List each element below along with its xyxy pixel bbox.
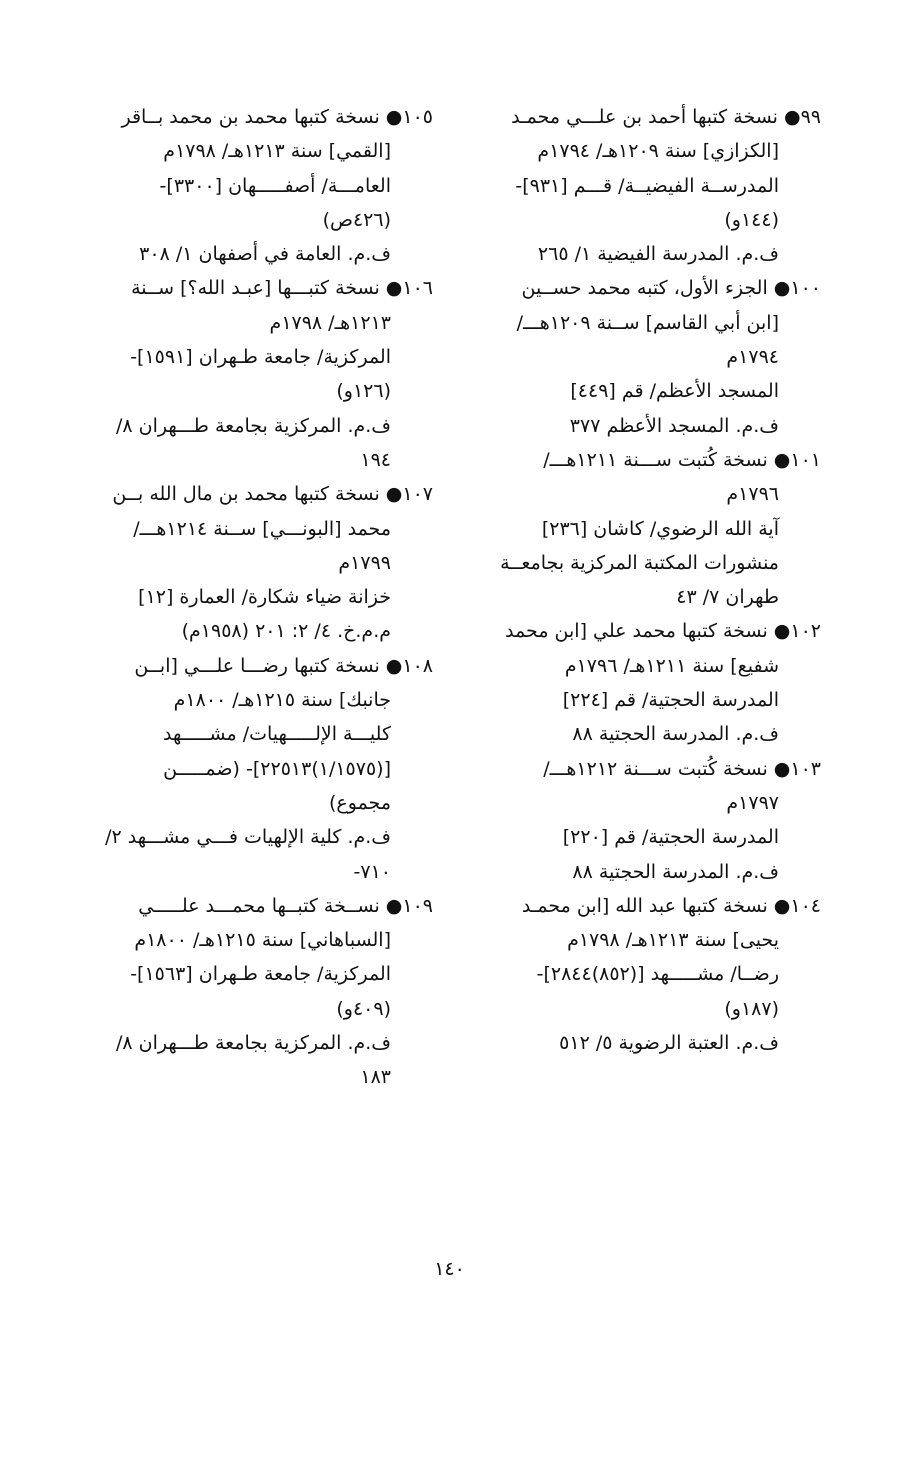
entry-heading-line: ١٠٨● نسخة كتبها رضـــا علـــي [ابــن xyxy=(134,654,433,677)
entry-detail-line: كليـــة الإلـــــهيات/ مشـــــهد xyxy=(162,723,391,746)
entry-detail-line: (٤٠٩و) xyxy=(336,997,391,1020)
entry-detail-line: آية الله الرضوي/ كاشان [٢٣٦] xyxy=(541,517,779,540)
entry-detail-line: (١٨٧و) xyxy=(724,997,779,1020)
entry-detail-line: ف.م. كلية الإلهيات فـــي مشـــهد ٢/ xyxy=(105,826,391,849)
entry-detail-line: ١٩٤ xyxy=(360,448,391,471)
entry-detail-line: ف.م. المدرسة الحجتية ٨٨ xyxy=(572,723,779,746)
entry-heading-line: ٩٩● نسخة كتبها أحمد بن علـــي محمـد xyxy=(511,106,821,128)
entry-detail-line: [السباهاني] سنة ١٢١٥هـ/ ١٨٠٠م xyxy=(134,929,391,952)
entry-detail-line: جانبك] سنة ١٢١٥هـ/ ١٨٠٠م xyxy=(173,689,391,712)
entry-detail-line: ف.م. المركزية بجامعة طـــهران ٨/ xyxy=(115,414,391,437)
entry-detail-line: (١٢٦و) xyxy=(336,380,391,403)
entry-detail-line: م.م.خ. ٤/ ٢: ٢٠١ (١٩٥٨م) xyxy=(181,620,391,643)
entry-heading-line: ١٠٥● نسخة كتبها محمد بن محمد بــاقر xyxy=(121,106,433,128)
entry-detail-line: المركزية/ جامعة طـهران [١٥٦٣]- xyxy=(130,963,391,986)
entry-detail-line: ف.م. المركزية بجامعة طـــهران ٨/ xyxy=(115,1032,391,1055)
entry-heading-line: ١٠٧● نسخة كتبها محمد بن مال الله بــن xyxy=(112,483,433,506)
entry-detail-line: [الكزازي] سنة ١٢٠٩هـ/ ١٧٩٤م xyxy=(537,140,779,163)
entry-detail-line: منشورات المكتبة المركزية بجامعــة xyxy=(500,551,779,574)
entry-detail-line: ف.م. العامة في أصفهان ١/ ٣٠٨ xyxy=(139,243,391,266)
entry-heading-line: ١٠٢● نسخة كتبها محمد علي [ابن محمد xyxy=(505,620,821,643)
entry-heading-line: ١٠١● نسخة كُتبت ســـنة ١٢١١هـــ/ xyxy=(543,448,821,471)
right-column xyxy=(489,100,821,1060)
entry-detail-line: شفيع] سنة ١٢١١هـ/ ١٧٩٦م xyxy=(564,654,779,677)
entry-detail-line: ١٧٩٩م xyxy=(338,551,391,574)
entry-detail-line: المسجد الأعظم/ قم [٤٤٩] xyxy=(570,380,779,403)
entry-detail-line: ١٨٣ xyxy=(360,1066,391,1089)
entry-heading-line: ١٠٣● نسخة كُتبت ســـنة ١٢١٢هـــ/ xyxy=(543,757,821,780)
entry-detail-line: ١٢١٣هـ/ ١٧٩٨م xyxy=(269,311,391,334)
entry-detail-line: المدرســة الفيضيــة/ قـــم [٩٣١]- xyxy=(515,174,779,197)
entry-detail-line: يحيى] سنة ١٢١٣هـ/ ١٧٩٨م xyxy=(567,929,779,952)
entry-heading-line: ١٠٩● نســخة كتبــها محمـــد علـــــي xyxy=(138,894,433,917)
entry-detail-line: [القمي] سنة ١٢١٣هـ/ ١٧٩٨م xyxy=(163,140,391,163)
entry-detail-line: المركزية/ جامعة طـهران [١٥٩١]- xyxy=(130,346,391,369)
entry-detail-line: المدرسة الحجتية/ قم [٢٢٤] xyxy=(562,689,779,712)
entry-detail-line: خزانة ضياء شكارة/ العمارة [١٢] xyxy=(138,586,391,609)
entry-detail-line: العامـــة/ أصفـــــهان [٣٣٠٠]- xyxy=(159,174,391,197)
entry-detail-line: ف.م. المدرسة الفيضية ١/ ٢٦٥ xyxy=(537,243,779,266)
entry-detail-line: المدرسة الحجتية/ قم [٢٢٠] xyxy=(562,826,779,849)
entry-detail-line: [(١/١٥٧٥)٢٢٥١٣]- (ضمـــــن xyxy=(163,757,391,780)
entry-detail-line: ٧١٠- xyxy=(353,860,391,883)
entry-detail-line: ١٧٩٧م xyxy=(726,791,779,814)
page-number: ١٤٠ xyxy=(434,1258,465,1280)
entry-detail-line: طهران ٧/ ٤٣ xyxy=(676,586,779,609)
entry-detail-line: (٤٢٦ص) xyxy=(322,208,391,231)
entry-detail-line: ف.م. العتبة الرضوية ٥/ ٥١٢ xyxy=(559,1032,779,1055)
entry-detail-line: ١٧٩٤م xyxy=(726,346,779,369)
entry-heading-line: ١٠٤● نسخة كتبها عبد الله [ابن محمـد xyxy=(521,894,821,917)
entry-detail-line: رضــا/ مشـــــهد [(٨٥٢)٢٨٤٤]- xyxy=(536,963,779,986)
entry-heading-line: ١٠٠● الجزء الأول، كتبه محمد حســين xyxy=(521,277,821,300)
entry-detail-line: محمد [البونـــي] ســنة ١٢١٤هـــ/ xyxy=(133,517,391,540)
entry-detail-line: (١٤٤و) xyxy=(724,208,779,231)
entry-detail-line: مجموع) xyxy=(329,791,391,814)
entry-detail-line: ف.م. المسجد الأعظم ٣٧٧ xyxy=(569,414,779,437)
entry-heading-line: ١٠٦● نسخة كتبـــها [عبـد الله؟] ســنة xyxy=(131,277,433,300)
entry-detail-line: ١٧٩٦م xyxy=(726,483,779,506)
entry-detail-line: [ابن أبي القاسم] ســنة ١٢٠٩هـــ/ xyxy=(516,311,779,334)
entry-detail-line: ف.م. المدرسة الحجتية ٨٨ xyxy=(572,860,779,883)
left-column xyxy=(101,100,433,1095)
